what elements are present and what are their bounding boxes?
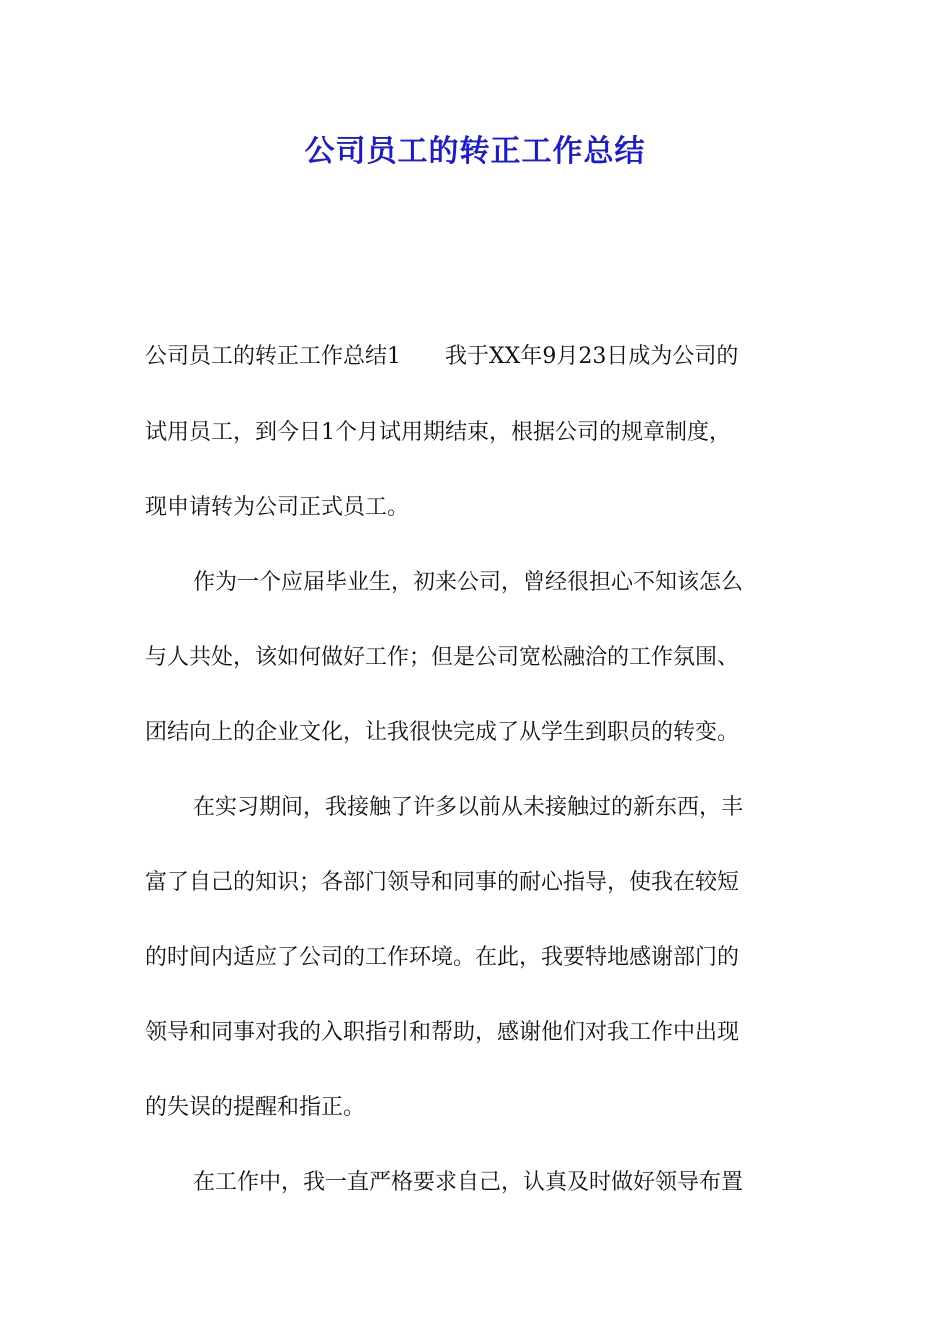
paragraph-line: 团结向上的企业文化，让我很快完成了从学生到职员的转变。 <box>145 720 740 745</box>
paragraph-line: 富了自己的知识；各部门领导和同事的耐心指导，使我在较短 <box>145 870 740 895</box>
paragraph-line: 在实习期间，我接触了许多以前从未接触过的新东西，丰 <box>193 795 744 820</box>
paragraph-line: 的时间内适应了公司的工作环境。在此，我要特地感谢部门的 <box>145 945 740 970</box>
paragraph-line: 公司员工的转正工作总结1 我于XX年9月23日成为公司的 <box>145 344 739 369</box>
document-title: 公司员工的转正工作总结 <box>304 134 646 169</box>
paragraph-line: 在工作中，我一直严格要求自己，认真及时做好领导布置 <box>193 1170 744 1195</box>
paragraph-line: 作为一个应届毕业生，初来公司，曾经很担心不知该怎么 <box>193 570 744 595</box>
paragraph-line: 现申请转为公司正式员工。 <box>145 495 410 520</box>
paragraph-line: 的失误的提醒和指正。 <box>145 1095 366 1120</box>
paragraph-line: 领导和同事对我的入职指引和帮助，感谢他们对我工作中出现 <box>145 1020 740 1045</box>
paragraph-line: 与人共处，该如何做好工作；但是公司宽松融洽的工作氛围、 <box>145 645 740 670</box>
paragraph-line: 试用员工，到今日1个月试用期结束，根据公司的规章制度， <box>145 420 731 445</box>
